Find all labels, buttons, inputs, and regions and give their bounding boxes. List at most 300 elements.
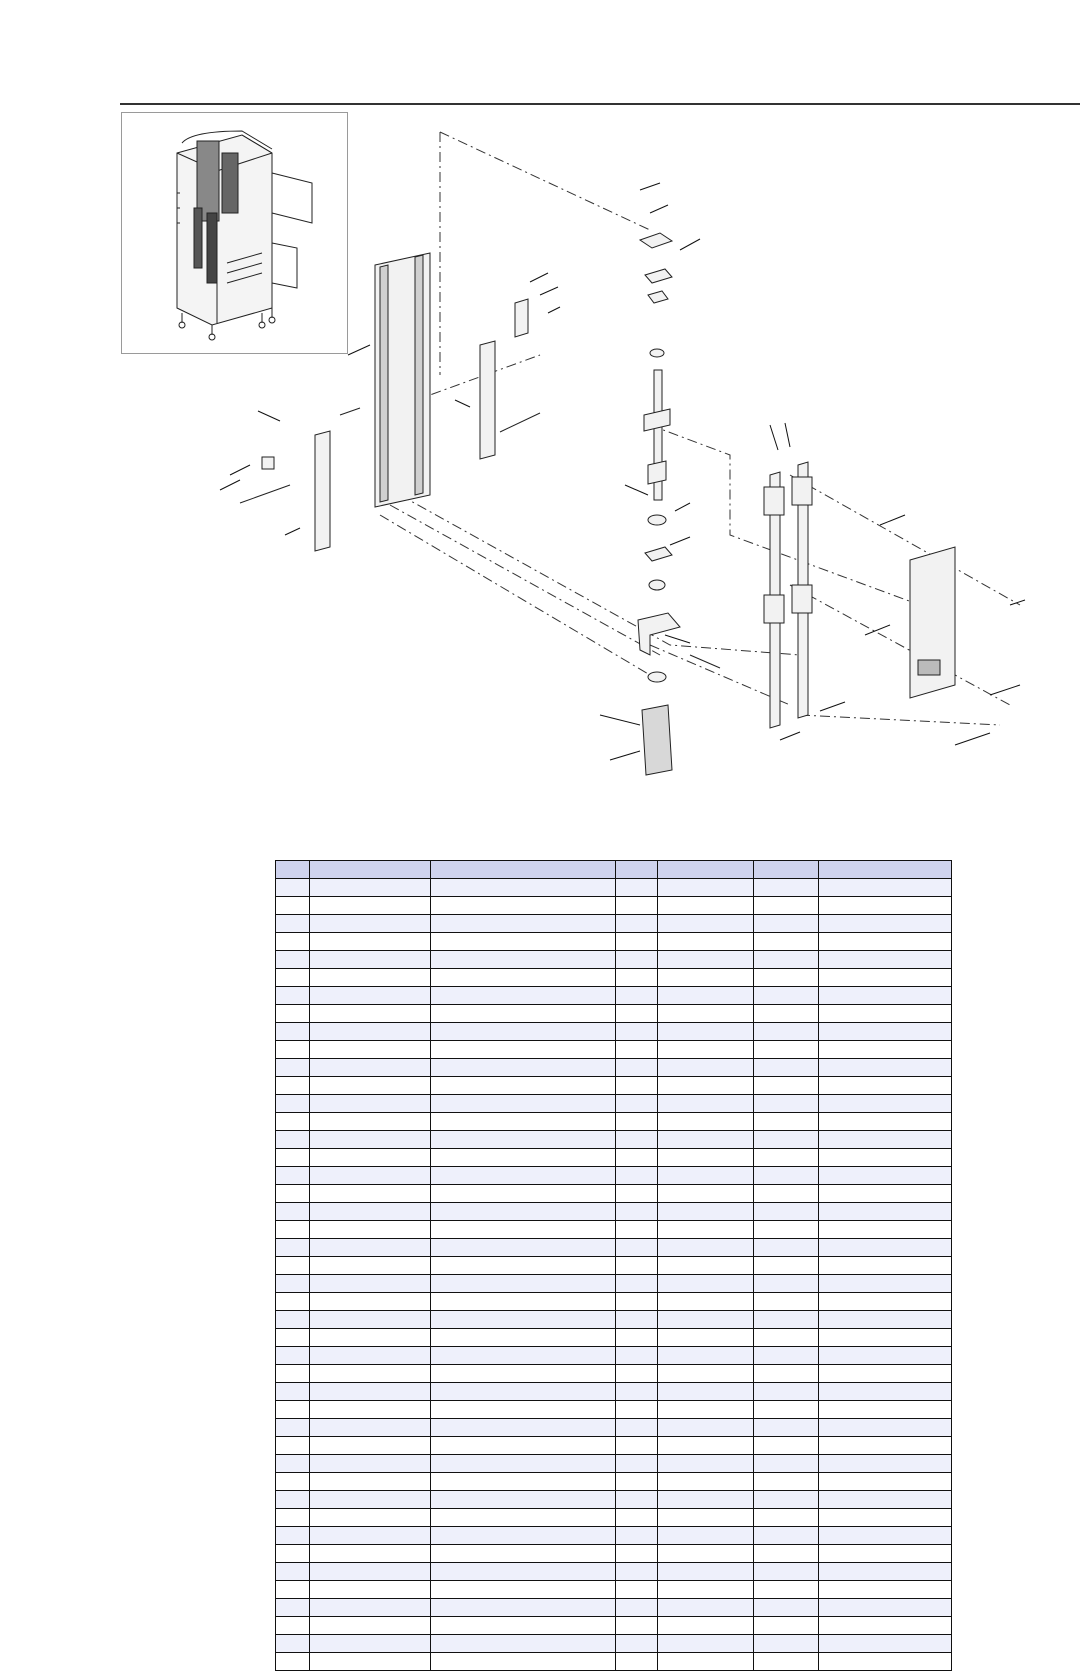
table-cell — [431, 1257, 616, 1275]
table-cell — [658, 1005, 754, 1023]
table-cell — [819, 1239, 952, 1257]
table-cell — [431, 933, 616, 951]
table-cell — [819, 1257, 952, 1275]
table-row — [276, 1329, 952, 1347]
table-cell — [616, 1347, 658, 1365]
table-cell — [431, 1149, 616, 1167]
table-cell — [616, 1545, 658, 1563]
table-cell — [276, 1293, 310, 1311]
table-cell — [431, 1131, 616, 1149]
table-cell — [616, 1167, 658, 1185]
table-cell — [310, 1203, 431, 1221]
table-cell — [310, 1329, 431, 1347]
table-cell — [616, 1599, 658, 1617]
table-cell — [431, 1293, 616, 1311]
table-cell — [616, 1437, 658, 1455]
table-cell — [754, 1221, 819, 1239]
table-cell — [754, 1131, 819, 1149]
table-cell — [276, 1221, 310, 1239]
table-cell — [431, 1491, 616, 1509]
table-row — [276, 1275, 952, 1293]
table-cell — [754, 1563, 819, 1581]
table-cell — [616, 1383, 658, 1401]
table-cell — [754, 1167, 819, 1185]
table-cell — [310, 1437, 431, 1455]
table-cell — [431, 1311, 616, 1329]
table-row — [276, 1005, 952, 1023]
table-cell — [658, 1311, 754, 1329]
table-cell — [310, 1293, 431, 1311]
table-cell — [754, 933, 819, 951]
table-cell — [819, 1293, 952, 1311]
table-cell — [431, 1545, 616, 1563]
table-row — [276, 1221, 952, 1239]
table-cell — [754, 1545, 819, 1563]
table-cell — [658, 1563, 754, 1581]
table-cell — [819, 969, 952, 987]
table-cell — [616, 1473, 658, 1491]
table-cell — [431, 1653, 616, 1671]
table-cell — [431, 1005, 616, 1023]
table-cell — [616, 1185, 658, 1203]
table-cell — [754, 987, 819, 1005]
table-cell — [658, 1185, 754, 1203]
table-cell — [310, 879, 431, 897]
table-cell — [819, 1419, 952, 1437]
table-cell — [431, 1095, 616, 1113]
table-cell — [819, 897, 952, 915]
table-row — [276, 1095, 952, 1113]
table-cell — [310, 987, 431, 1005]
table-cell — [754, 1455, 819, 1473]
table-row — [276, 933, 952, 951]
table-cell — [310, 951, 431, 969]
table-cell — [819, 1095, 952, 1113]
table-cell — [819, 1365, 952, 1383]
table-cell — [616, 1509, 658, 1527]
table-cell — [310, 969, 431, 987]
table-cell — [276, 1077, 310, 1095]
table-cell — [616, 1617, 658, 1635]
table-cell — [658, 1203, 754, 1221]
table-cell — [658, 1167, 754, 1185]
table-cell — [819, 1167, 952, 1185]
table-cell — [658, 1347, 754, 1365]
table-cell — [276, 1365, 310, 1383]
table-cell — [616, 861, 658, 879]
table-cell — [276, 1527, 310, 1545]
table-cell — [310, 1275, 431, 1293]
table-cell — [754, 1329, 819, 1347]
table-cell — [754, 1473, 819, 1491]
table-row — [276, 879, 952, 897]
table-cell — [754, 1113, 819, 1131]
table-cell — [431, 1113, 616, 1131]
table-cell — [616, 1653, 658, 1671]
table-cell — [754, 1239, 819, 1257]
table-row — [276, 1365, 952, 1383]
table-cell — [616, 951, 658, 969]
table-cell — [431, 1059, 616, 1077]
table-cell — [310, 1185, 431, 1203]
table-cell — [310, 1257, 431, 1275]
table-cell — [754, 1419, 819, 1437]
table-cell — [276, 1095, 310, 1113]
table-cell — [819, 951, 952, 969]
table-cell — [616, 987, 658, 1005]
table-cell — [310, 1311, 431, 1329]
table-cell — [658, 1635, 754, 1653]
table-cell — [310, 1221, 431, 1239]
table-cell — [819, 1131, 952, 1149]
table-cell — [616, 1005, 658, 1023]
table-cell — [276, 1617, 310, 1635]
table-cell — [658, 1491, 754, 1509]
table-row — [276, 897, 952, 915]
table-cell — [310, 1527, 431, 1545]
table-cell — [276, 1239, 310, 1257]
table-cell — [754, 1293, 819, 1311]
table-cell — [658, 951, 754, 969]
table-cell — [431, 1383, 616, 1401]
table-cell — [754, 1347, 819, 1365]
table-cell — [310, 1473, 431, 1491]
table-cell — [431, 1419, 616, 1437]
table-cell — [819, 1599, 952, 1617]
table-cell — [616, 1365, 658, 1383]
table-cell — [616, 1239, 658, 1257]
table-row — [276, 1599, 952, 1617]
table-cell — [754, 897, 819, 915]
table-cell — [431, 1581, 616, 1599]
table-cell — [431, 1221, 616, 1239]
table-cell — [754, 969, 819, 987]
table-cell — [819, 1653, 952, 1671]
table-cell — [754, 1203, 819, 1221]
table-cell — [310, 1059, 431, 1077]
table-row — [276, 1293, 952, 1311]
table-cell — [276, 1491, 310, 1509]
table-cell — [819, 1437, 952, 1455]
table-cell — [276, 1419, 310, 1437]
table-cell — [658, 1293, 754, 1311]
table-cell — [819, 1545, 952, 1563]
table-cell — [754, 1509, 819, 1527]
parts-list-table — [275, 860, 952, 1671]
table-cell — [819, 1329, 952, 1347]
table-row — [276, 1563, 952, 1581]
table-cell — [310, 1491, 431, 1509]
table-row — [276, 1473, 952, 1491]
table-cell — [819, 1527, 952, 1545]
table-cell — [658, 1383, 754, 1401]
table-cell — [276, 861, 310, 879]
table-cell — [276, 1203, 310, 1221]
table-cell — [819, 1077, 952, 1095]
table-cell — [754, 1581, 819, 1599]
table-cell — [616, 1149, 658, 1167]
table-cell — [616, 1221, 658, 1239]
table-cell — [819, 1563, 952, 1581]
table-cell — [754, 1653, 819, 1671]
table-cell — [616, 1491, 658, 1509]
table-cell — [658, 1257, 754, 1275]
table-cell — [431, 1437, 616, 1455]
table-cell — [754, 1059, 819, 1077]
table-cell — [310, 1617, 431, 1635]
table-cell — [819, 1581, 952, 1599]
table-cell — [819, 1347, 952, 1365]
table-cell — [658, 861, 754, 879]
table-cell — [276, 1401, 310, 1419]
table-row — [276, 1437, 952, 1455]
table-cell — [658, 1401, 754, 1419]
table-cell — [431, 1041, 616, 1059]
table-cell — [431, 1635, 616, 1653]
table-cell — [431, 1275, 616, 1293]
table-cell — [658, 1059, 754, 1077]
table-cell — [658, 1041, 754, 1059]
table-cell — [276, 1041, 310, 1059]
table-cell — [276, 1167, 310, 1185]
table-cell — [431, 987, 616, 1005]
table-cell — [658, 969, 754, 987]
table-cell — [310, 1347, 431, 1365]
table-cell — [616, 1329, 658, 1347]
table-row — [276, 969, 952, 987]
table-cell — [819, 1041, 952, 1059]
table-cell — [310, 1167, 431, 1185]
table-row — [276, 1041, 952, 1059]
table-cell — [310, 1095, 431, 1113]
table-cell — [616, 1077, 658, 1095]
table-cell — [658, 1131, 754, 1149]
table-row — [276, 1203, 952, 1221]
table-cell — [819, 1311, 952, 1329]
table-cell — [276, 879, 310, 897]
table-cell — [819, 1635, 952, 1653]
table-cell — [819, 1401, 952, 1419]
table-header-row — [276, 861, 952, 879]
table-cell — [310, 1131, 431, 1149]
table-cell — [276, 933, 310, 951]
table-cell — [616, 1527, 658, 1545]
table-cell — [616, 1257, 658, 1275]
table-cell — [658, 987, 754, 1005]
table-row — [276, 1239, 952, 1257]
exploded-view-drawing — [0, 115, 1090, 835]
table-row — [276, 951, 952, 969]
table-cell — [754, 1041, 819, 1059]
table-cell — [754, 1005, 819, 1023]
table-cell — [431, 1329, 616, 1347]
table-cell — [276, 1257, 310, 1275]
table-cell — [616, 915, 658, 933]
table-cell — [616, 933, 658, 951]
table-cell — [754, 1077, 819, 1095]
table-cell — [431, 897, 616, 915]
table-row — [276, 1491, 952, 1509]
table-cell — [819, 1149, 952, 1167]
table-cell — [276, 1131, 310, 1149]
table-cell — [276, 1059, 310, 1077]
table-cell — [431, 1167, 616, 1185]
table-cell — [431, 1473, 616, 1491]
table-cell — [658, 1581, 754, 1599]
table-row — [276, 1131, 952, 1149]
table-row — [276, 1383, 952, 1401]
table-cell — [431, 1077, 616, 1095]
table-row — [276, 1455, 952, 1473]
table-cell — [754, 879, 819, 897]
table-row — [276, 987, 952, 1005]
table-cell — [310, 861, 431, 879]
table-cell — [276, 1455, 310, 1473]
table-cell — [658, 933, 754, 951]
table-cell — [276, 1149, 310, 1167]
table-cell — [819, 1275, 952, 1293]
table-cell — [819, 879, 952, 897]
table-cell — [616, 1401, 658, 1419]
table-cell — [658, 1275, 754, 1293]
table-cell — [276, 1545, 310, 1563]
table-cell — [819, 861, 952, 879]
table-row — [276, 1113, 952, 1131]
table-cell — [310, 1401, 431, 1419]
table-cell — [754, 1383, 819, 1401]
table-cell — [616, 1095, 658, 1113]
table-cell — [658, 1473, 754, 1491]
table-cell — [819, 1491, 952, 1509]
table-cell — [310, 1023, 431, 1041]
table-cell — [754, 1635, 819, 1653]
table-cell — [431, 915, 616, 933]
table-cell — [658, 1599, 754, 1617]
table-cell — [310, 1239, 431, 1257]
table-cell — [310, 1005, 431, 1023]
table-cell — [658, 897, 754, 915]
table-cell — [276, 897, 310, 915]
table-cell — [276, 1581, 310, 1599]
table-cell — [616, 1455, 658, 1473]
table-cell — [819, 933, 952, 951]
table-cell — [310, 1113, 431, 1131]
table-cell — [658, 1419, 754, 1437]
table-row — [276, 1419, 952, 1437]
table-cell — [819, 1203, 952, 1221]
table-row — [276, 1653, 952, 1671]
table-row — [276, 1059, 952, 1077]
table-cell — [658, 915, 754, 933]
table-cell — [310, 933, 431, 951]
table-cell — [658, 1545, 754, 1563]
table-cell — [616, 1635, 658, 1653]
table-row — [276, 1311, 952, 1329]
table-cell — [276, 1563, 310, 1581]
table-cell — [276, 987, 310, 1005]
table-row — [276, 915, 952, 933]
table-cell — [658, 1617, 754, 1635]
table-cell — [754, 861, 819, 879]
table-cell — [754, 951, 819, 969]
table-cell — [310, 1545, 431, 1563]
table-row — [276, 1257, 952, 1275]
table-cell — [276, 1383, 310, 1401]
table-cell — [616, 1581, 658, 1599]
table-cell — [431, 1617, 616, 1635]
table-cell — [276, 1185, 310, 1203]
table-cell — [310, 1041, 431, 1059]
table-cell — [310, 1365, 431, 1383]
table-cell — [431, 1203, 616, 1221]
table-cell — [310, 897, 431, 915]
table-cell — [431, 1527, 616, 1545]
table-cell — [276, 1653, 310, 1671]
table-cell — [819, 1509, 952, 1527]
table-cell — [819, 1023, 952, 1041]
table-cell — [310, 1653, 431, 1671]
table-cell — [616, 1059, 658, 1077]
table-cell — [431, 879, 616, 897]
table-cell — [276, 1113, 310, 1131]
table-row — [276, 1185, 952, 1203]
table-cell — [616, 1419, 658, 1437]
table-cell — [754, 1023, 819, 1041]
table-cell — [276, 1347, 310, 1365]
table-cell — [431, 1185, 616, 1203]
table-cell — [310, 1581, 431, 1599]
table-cell — [431, 1023, 616, 1041]
table-cell — [658, 1653, 754, 1671]
table-row — [276, 1077, 952, 1095]
table-cell — [819, 987, 952, 1005]
table-row — [276, 1635, 952, 1653]
table-cell — [431, 951, 616, 969]
table-cell — [658, 1527, 754, 1545]
table-cell — [431, 1599, 616, 1617]
table-cell — [658, 1095, 754, 1113]
header-rule — [120, 103, 1080, 105]
table-cell — [658, 1221, 754, 1239]
table-cell — [310, 1455, 431, 1473]
table-cell — [658, 1455, 754, 1473]
table-row — [276, 1617, 952, 1635]
table-cell — [754, 1257, 819, 1275]
table-cell — [658, 1437, 754, 1455]
table-cell — [276, 1635, 310, 1653]
table-cell — [276, 1005, 310, 1023]
table-cell — [754, 1401, 819, 1419]
table-cell — [616, 1275, 658, 1293]
table-cell — [431, 969, 616, 987]
table-cell — [658, 1077, 754, 1095]
table-row — [276, 1545, 952, 1563]
table-cell — [754, 1599, 819, 1617]
table-cell — [616, 879, 658, 897]
table-cell — [658, 1239, 754, 1257]
table-cell — [754, 915, 819, 933]
table-row — [276, 1347, 952, 1365]
table-cell — [754, 1185, 819, 1203]
table-cell — [310, 1149, 431, 1167]
table-cell — [754, 1095, 819, 1113]
table-cell — [276, 1275, 310, 1293]
table-cell — [819, 1473, 952, 1491]
table-cell — [754, 1437, 819, 1455]
table-cell — [616, 1131, 658, 1149]
table-cell — [276, 1023, 310, 1041]
table-cell — [754, 1149, 819, 1167]
